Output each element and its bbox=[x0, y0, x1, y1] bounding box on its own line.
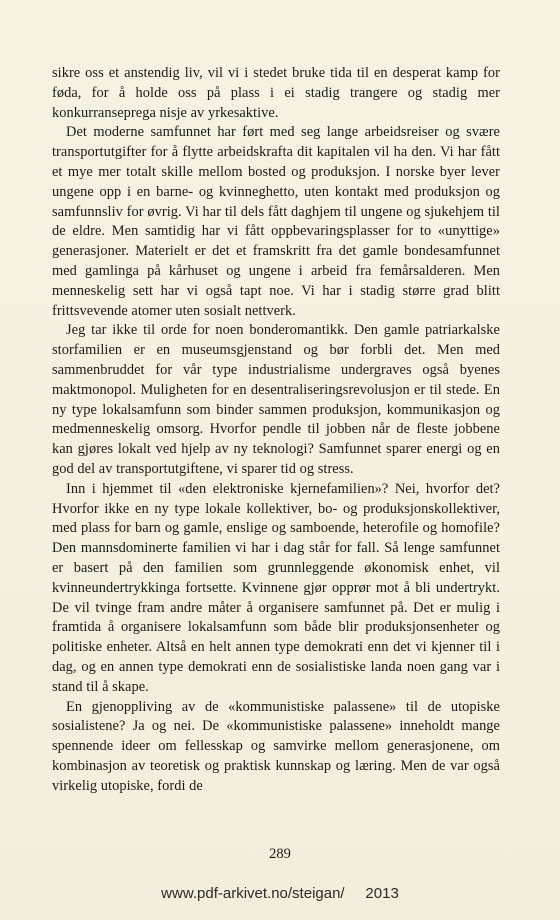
source-watermark: www.pdf-arkivet.no/steigan/ 2013 bbox=[161, 885, 399, 902]
paragraph-3: Jeg tar ikke til orde for noen bonderomantikk. Den gamle patriarkalske storfamilien er en museumsgjenstand og bør forbli det. Men med sammenbruddet for vår type industrialisme undergraves også byenes maktmonopol. Muligheten for en desentraliseringsrevolusjon er til stede. En ny type lokalsamfunn som binder sammen produksjon, kommunikasjon og medmenneskelig omsorg. Hvorfor pendle til jobben når de fleste jobbene kan gjøres lokalt ved hjelp av ny teknologi? Samfunnet sparer energi og en god del av transportutgiftene, vi sparer tid og stress. bbox=[52, 322, 500, 477]
paragraph-5: En gjenoppliving av de «kommunistiske palassene» til de utopiske sosialistene? Ja og nei. De «kommunistiske palassene» inneholdt mange spennende ideer om fellesskap og samvirke mellom generasjonene, om kombinasjon av teoretisk og praktisk kunnskap og læring. Men de var også virkelig utopiske, fordi de bbox=[52, 698, 500, 794]
page-number: 289 bbox=[269, 846, 291, 862]
paragraph-4: Inn i hjemmet til «den elektroniske kjernefamilien»? Nei, hvorfor det? Hvorfor ikke en ny type lokale kollektiver, bo- og produksjonskollektiver, med plass for barn og gamle, enslige og samboende, heterofile og homofile? Den mannsdominerte familien vi har i dag står for fall. Så lenge samfunnet er basert på den familien som grunnleggende økonomisk enhet, vil kvinneundertrykkinga fortsette. Kvinnene gjør opprør mot å bli undertrykt. De vil tvinge fram andre måter å organisere samfunnet på. Det er mulig i framtida å organisere lokalsamfunn som både blir produksjonsenheter og politiske enheter. Altså en helt annen type demokrati enn det vi kjenner til i dag, og en annen type demokrati enn de sosialistiske landa noen gang var i stand til å skape. bbox=[52, 480, 500, 695]
paragraph-1: sikre oss et anstendig liv, vil vi i stedet bruke tida til en desperat kamp for føda, for å holde oss på plass i ei stadig trangere og stadig mer konkurranseprega nisje av yrkesaktive. bbox=[52, 65, 500, 121]
body-text bbox=[52, 64, 500, 796]
paragraph-2: Det moderne samfunnet har ført med seg lange arbeidsreiser og svære transportutgifter for å flytte arbeidskrafta dit kapitalen vil ha den. Vi har fått et mye mer totalt skille mellom bosted og produksjon. I norske byer lever ungene opp i en barne- og kvinneghetto, uten kontakt med produksjon og samfunnsliv for øvrig. Vi har til dels fått daghjem til ungene og sjukehjem til de eldre. Men samtidig har vi fått oppbevaringsplasser for to «unyttige» generasjoner. Materielt er det et framskritt fra det gamle bondesamfunnet med gamlinga på kårhuset og ungene i arbeid fra femårsalderen. Men menneskelig sett har vi også tapt noe. Vi har i stadig større grad blitt frittsvevende atomer uten sosialt nettverk. bbox=[52, 124, 500, 319]
